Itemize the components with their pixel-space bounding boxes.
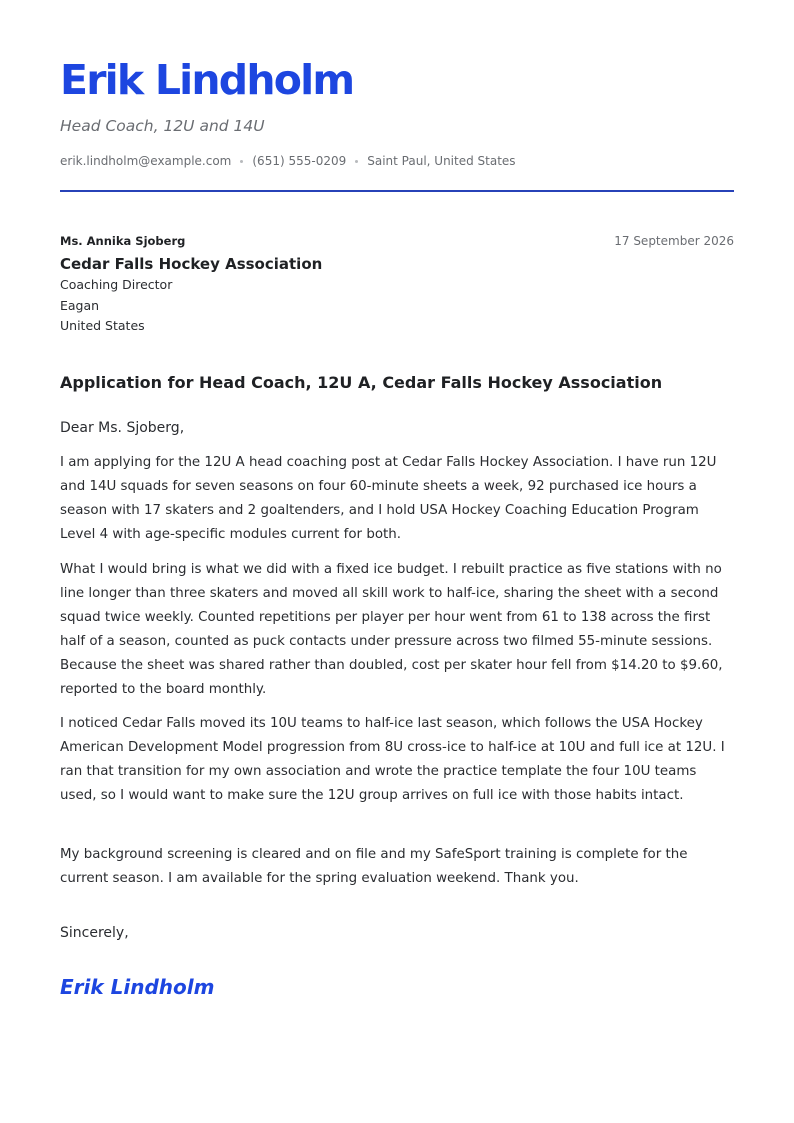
body-paragraph-2: What I would bring is what we did with a fixed ice budget. I rebuilt practice as five stations with no line longer than three skaters and moved all skill work to half-ice, sharing the sheet with a second squad twice weekly. Counted repetitions per player per hour went from 61 to 138 across the first half of a season, counted as puck contacts under pressure across two filmed 55-minute sessions. Because the sheet was shared rather than doubled, cost per skater hour fell from $14.20 to $9.60, reported to the board monthly. [60,562,723,697]
salutation: Dear Ms. Sjoberg, [60,420,185,436]
signature: Erik Lindholm [60,975,215,999]
header-divider [60,190,734,192]
applicant-name: Erik Lindholm [60,56,354,104]
body-paragraph-1: I am applying for the 12U A head coaching post at Cedar Falls Hockey Association. I have run 12U and 14U squads for seven seasons on four 60-minute sheets a week, 92 purchased ice hours a season with 17 skaters and 2 goaltenders, and I hold USA Hockey Coaching Education Program Level 4 with age-specific modules current for both. [60,455,717,542]
letter-date: 17 September 2026 [614,234,734,248]
applicant-headline: Head Coach, 12U and 14U [60,117,265,135]
letter-subject: Application for Head Coach, 12U A, Cedar Falls Hockey Association [60,373,663,392]
body-paragraph-3: I noticed Cedar Falls moved its 10U teams to half-ice last season, which follows the USA Hockey American Development Model progression from 8U cross-ice to half-ice at 10U and full ice at 12U. I ran that transition for my own association and wrote the practice template the four 10U teams used, so I would want to make sure the 12U group arrives on full ice with those habits intact. [60,716,725,803]
recipient-country: United States [60,318,145,333]
email-link[interactable]: erik.lindholm@example.com [60,154,232,168]
recipient-city: Eagan [60,298,100,313]
separator-dot-icon [355,160,358,163]
location-text: Saint Paul, United States [367,154,516,168]
recipient-title: Coaching Director [60,277,173,292]
separator-dot-icon [240,160,243,163]
recipient-name: Ms. Annika Sjoberg [60,234,186,248]
phone-number[interactable]: (651) 555-0209 [252,154,347,168]
body-paragraph-4: My background screening is cleared and on file and my SafeSport training is complete for the current season. I am available for the spring evaluation weekend. Thank you. [60,847,688,886]
recipient-company: Cedar Falls Hockey Association [60,255,323,273]
closing: Sincerely, [60,925,129,941]
contact-line [60,152,516,170]
